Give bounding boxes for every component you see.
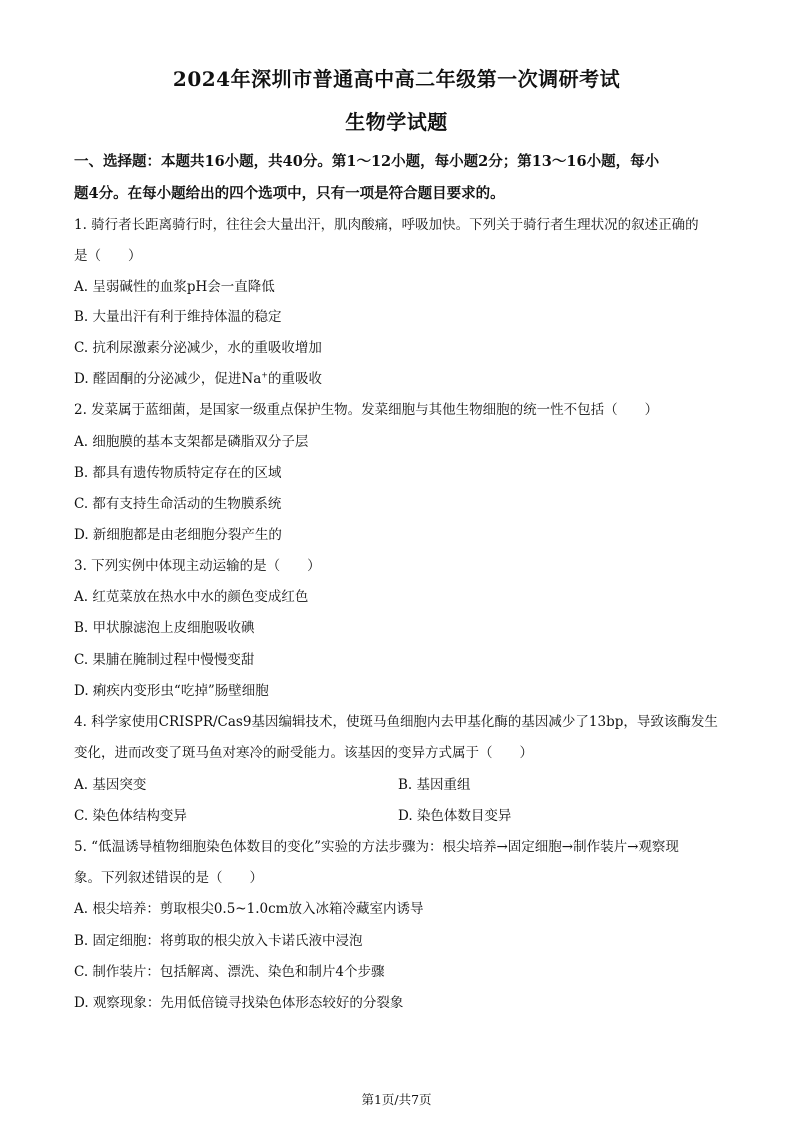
q1-option-d [74,367,322,387]
q5-option-b: B. 固定细胞：将剪取的根尖放入卡诺氏液中浸泡 [74,933,363,949]
q1-stem-line1: 1. 骑行者长距离骑行时，往往会大量出汗，肌肉酸痛，呼吸加快。下列关于骑行者生理状况的叙述正确的 [74,217,699,233]
q4-option-a: A. 基因突变 [74,777,147,793]
q4-stem-line1: 4. 科学家使用CRISPR/Cas9基因编辑技术，使斑马鱼细胞内去甲基化酶的基因减少了13bp，导致该酶发生 [74,714,718,730]
q2-option-c: C. 都有支持生命活动的生物膜系统 [74,496,282,512]
q1-option-c: C. 抗利尿激素分泌减少，水的重吸收增加 [74,340,322,356]
q5-option-d: D. 观察现象：先用低倍镜寻找染色体形态较好的分裂象 [74,995,404,1011]
q2-option-d: D. 新细胞都是由老细胞分裂产生的 [74,527,282,543]
q5-option-a: A. 根尖培养：剪取根尖0.5~1.0cm放入冰箱冷藏室内诱导 [74,901,424,917]
q1-option-d-text-pre: D. 醛固酮的分泌减少，促进Na [74,371,262,387]
q5-stem-line2: 象。下列叙述错误的是（ ） [74,870,263,886]
q3-stem: 3. 下列实例中体现主动运输的是（ ） [74,558,321,574]
q5-stem-line1: 5. “低温诱导植物细胞染色体数目的变化”实验的方法步骤为：根尖培养→固定细胞→制作装片→观察现 [74,839,679,855]
q1-option-a: A. 呈弱碱性的血浆pH会一直降低 [74,279,275,295]
page-number: 第1页/共7页 [361,1092,432,1107]
q3-option-c: C. 果脯在腌制过程中慢慢变甜 [74,652,255,668]
q2-option-b: B. 都具有遗传物质特定存在的区域 [74,465,282,481]
q5-option-c: C. 制作装片：包括解离、漂洗、染色和制片4个步骤 [74,964,385,980]
q3-option-a: A. 红苋菜放在热水中水的颜色变成红色 [74,589,309,605]
q1-option-d-superscript: + [261,370,268,380]
q4-option-c: C. 染色体结构变异 [74,808,187,824]
q2-option-a: A. 细胞膜的基本支架都是磷脂双分子层 [74,434,309,450]
q4-option-d: D. 染色体数目变异 [398,808,512,824]
exam-title: 2024年深圳市普通高中高二年级第一次调研考试 [172,67,621,91]
section-instruction-line2: 题4分。在每小题给出的四个选项中，只有一项是符合题目要求的。 [74,185,505,202]
q3-option-d: D. 痢疾内变形虫“吃掉”肠壁细胞 [74,683,269,699]
q1-stem-line2: 是（ ） [74,248,142,264]
q2-stem: 2. 发菜属于蓝细菌，是国家一级重点保护生物。发菜细胞与其他生物细胞的统一性不包括（ ） [74,402,659,418]
exam-subtitle: 生物学试题 [345,110,448,134]
section-instruction-line1: 一、选择题：本题共16小题，共40分。第1～12小题，每小题2分；第13～16小题，每小 [74,153,660,170]
q3-option-b: B. 甲状腺滤泡上皮细胞吸收碘 [74,620,255,636]
q4-option-b: B. 基因重组 [398,777,471,793]
q1-option-d-text-post: 的重吸收 [268,371,322,387]
q4-stem-line2: 变化，进而改变了斑马鱼对寒冷的耐受能力。该基因的变异方式属于（ ） [74,745,533,761]
q1-option-b: B. 大量出汗有利于维持体温的稳定 [74,309,282,325]
